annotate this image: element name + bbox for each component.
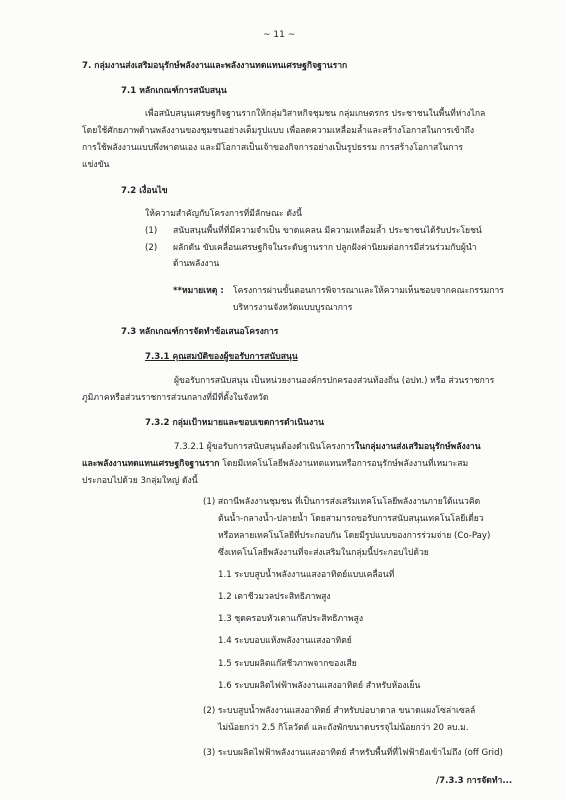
technology-item: 1.2 เตาชีวมวลประสิทธิภาพสูง [218,592,331,602]
paragraph-text: โดยมีเทคโนโลยีพลังงานทดแทนหรือการอนุรักษ์พลังงานที่เหมาะสม [219,459,469,469]
section-7-2-heading: 7.2 เงื่อนไข [121,186,168,196]
paragraph-bold-text: และพลังงานทดแทนเศรษฐกิจฐานราก [82,459,220,469]
note-label: **หมายเหตุ : [173,286,224,296]
note-text: โครงการผ่านขั้นตอนการพิจารณาและให้ความเห็นชอบจากคณะกรรมการ [233,286,504,296]
condition-text: สนับสนุนพื้นที่ที่มีความจำเป็น ขาดแคลน มีความเหลื่อมล้ำ ประชาชนได้รับประโยชน์ [173,226,482,236]
group-3-line: (3) ระบบผลิตไฟฟ้าพลังงานแสงอาทิตย์ สำหรับพื้นที่ที่ไฟฟ้ายังเข้าไม่ถึง (off Grid) [203,748,503,758]
page-number: ~ 11 ~ [263,30,296,40]
section-7-3-heading: 7.3 หลักเกณฑ์การจัดทำข้อเสนอโครงการ [121,327,279,337]
technology-item: 1.3 ชุดครอบหัวเตาแก๊สประสิทธิภาพสูง [218,614,364,624]
paragraph-line: ประกอบไปด้วย 3กลุ่มใหญ่ ดังนี้ [82,476,198,486]
continued-next-page: /7.3.3 การจัดทำ... [436,776,513,786]
group-1-line: หรือหลายเทคโนโลยีที่ประกอบกัน โดยมีรูปแบบของการร่วมจ่าย (Co-Pay) [218,531,491,541]
group-2-line: (2) ระบบสูบน้ำพลังงานแสงอาทิตย์ สำหรับบ่อบาดาล ขนาดแผงโซล่าเซลล์ [203,706,476,716]
paragraph-line: การใช้พลังงานแบบพึ่งพาตนเอง และมีโอกาสเป็นเจ้าของกิจการอย่างเป็นรูปธรรม การสร้างโอกาสในการ [82,143,464,153]
section-7-1-heading: 7.1 หลักเกณฑ์การสนับสนุน [121,86,227,96]
condition-text: ด้านพลังงาน [173,259,220,269]
condition-text: ผลักดัน ขับเคลื่อนเศรษฐกิจในระดับฐานราก ปลูกฝังค่านิยมต่อการมีส่วนร่วมกับผู้นำ [173,243,477,253]
section-7-3-1-heading: 7.3.1 คุณสมบัติของผู้ขอรับการสนับสนุน [145,352,298,362]
section-7-heading: 7. กลุ่มงานส่งเสริมอนุรักษ์พลังงานและพลังงานทดแทนเศรษฐกิจฐานราก [82,61,348,71]
paragraph-text: 7.3.2.1 ผู้ขอรับการสนับสนุนต้องดำเนินโครงการ [174,442,356,452]
paragraph-line [174,442,481,453]
note-text: บริหารงานจังหวัดแบบบูรณาการ [233,303,353,313]
paragraph-line: ผู้ขอรับการสนับสนุน เป็นหน่วยงานองค์กรปกครองส่วนท้องถิ่น (อปท.) หรือ ส่วนราชการ [174,376,495,386]
condition-number: (1) [145,226,158,236]
condition-number: (2) [145,243,158,253]
paragraph-bold-text: ในกลุ่มงานส่งเสริมอนุรักษ์พลังงาน [355,442,481,452]
paragraph-line: โดยใช้ศักยภาพด้านพลังงานของชุมชนอย่างเต็มรูปแบบ เพื่อลดความเหลื่อมล้ำและสร้างโอกาสในการเข้าถึง [82,126,475,136]
technology-item: 1.1 ระบบสูบน้ำพลังงานแสงอาทิตย์แบบเคลื่อนที่ [218,570,395,580]
technology-item: 1.5 ระบบผลิตแก๊สชีวภาพจากของเสีย [218,659,357,669]
group-2-line: ไม่น้อยกว่า 2.5 กิโลวัตต์ และถังพักขนาดบรรจุไม่น้อยกว่า 20 ลบ.ม. [218,723,469,733]
technology-item: 1.6 ระบบผลิตไฟฟ้าพลังงานแสงอาทิตย์ สำหรับห้องเย็น [218,681,421,691]
section-7-3-2-heading: 7.3.2 กลุ่มเป้าหมายและขอบเขตการดำเนินงาน [145,418,324,428]
conditions-intro: ให้ความสำคัญกับโครงการที่มีลักษณะ ดังนี้ [145,209,302,219]
group-1-line: (1) สถานีพลังงานชุมชน ที่เป็นการส่งเสริมเทคโนโลยีพลังงานภายใต้แนวคิด [203,497,481,507]
paragraph-line: แข่งขัน [82,160,110,170]
group-1-line: ต้นน้ำ-กลางน้ำ-ปลายน้ำ โดยสามารถขอรับการสนับสนุนเทคโนโลยีเดี่ยว [218,514,484,524]
group-1-line: ซึ่งเทคโนโลยีพลังงานที่จะส่งเสริมในกลุ่มนี้ประกอบไปด้วย [218,548,429,558]
paragraph-line: เพื่อสนับสนุนเศรษฐกิจฐานรากให้กลุ่มวิสาหกิจชุมชน กลุ่มเกษตรกร ประชาชนในพื้นที่ห่างไกล [145,109,486,119]
technology-item: 1.4 ระบบอบแห้งพลังงานแสงอาทิตย์ [218,636,352,646]
paragraph-line: ภูมิภาคหรือส่วนราชการส่วนกลางที่มีที่ตั้งในจังหวัด [82,393,269,403]
paragraph-line [82,459,468,470]
